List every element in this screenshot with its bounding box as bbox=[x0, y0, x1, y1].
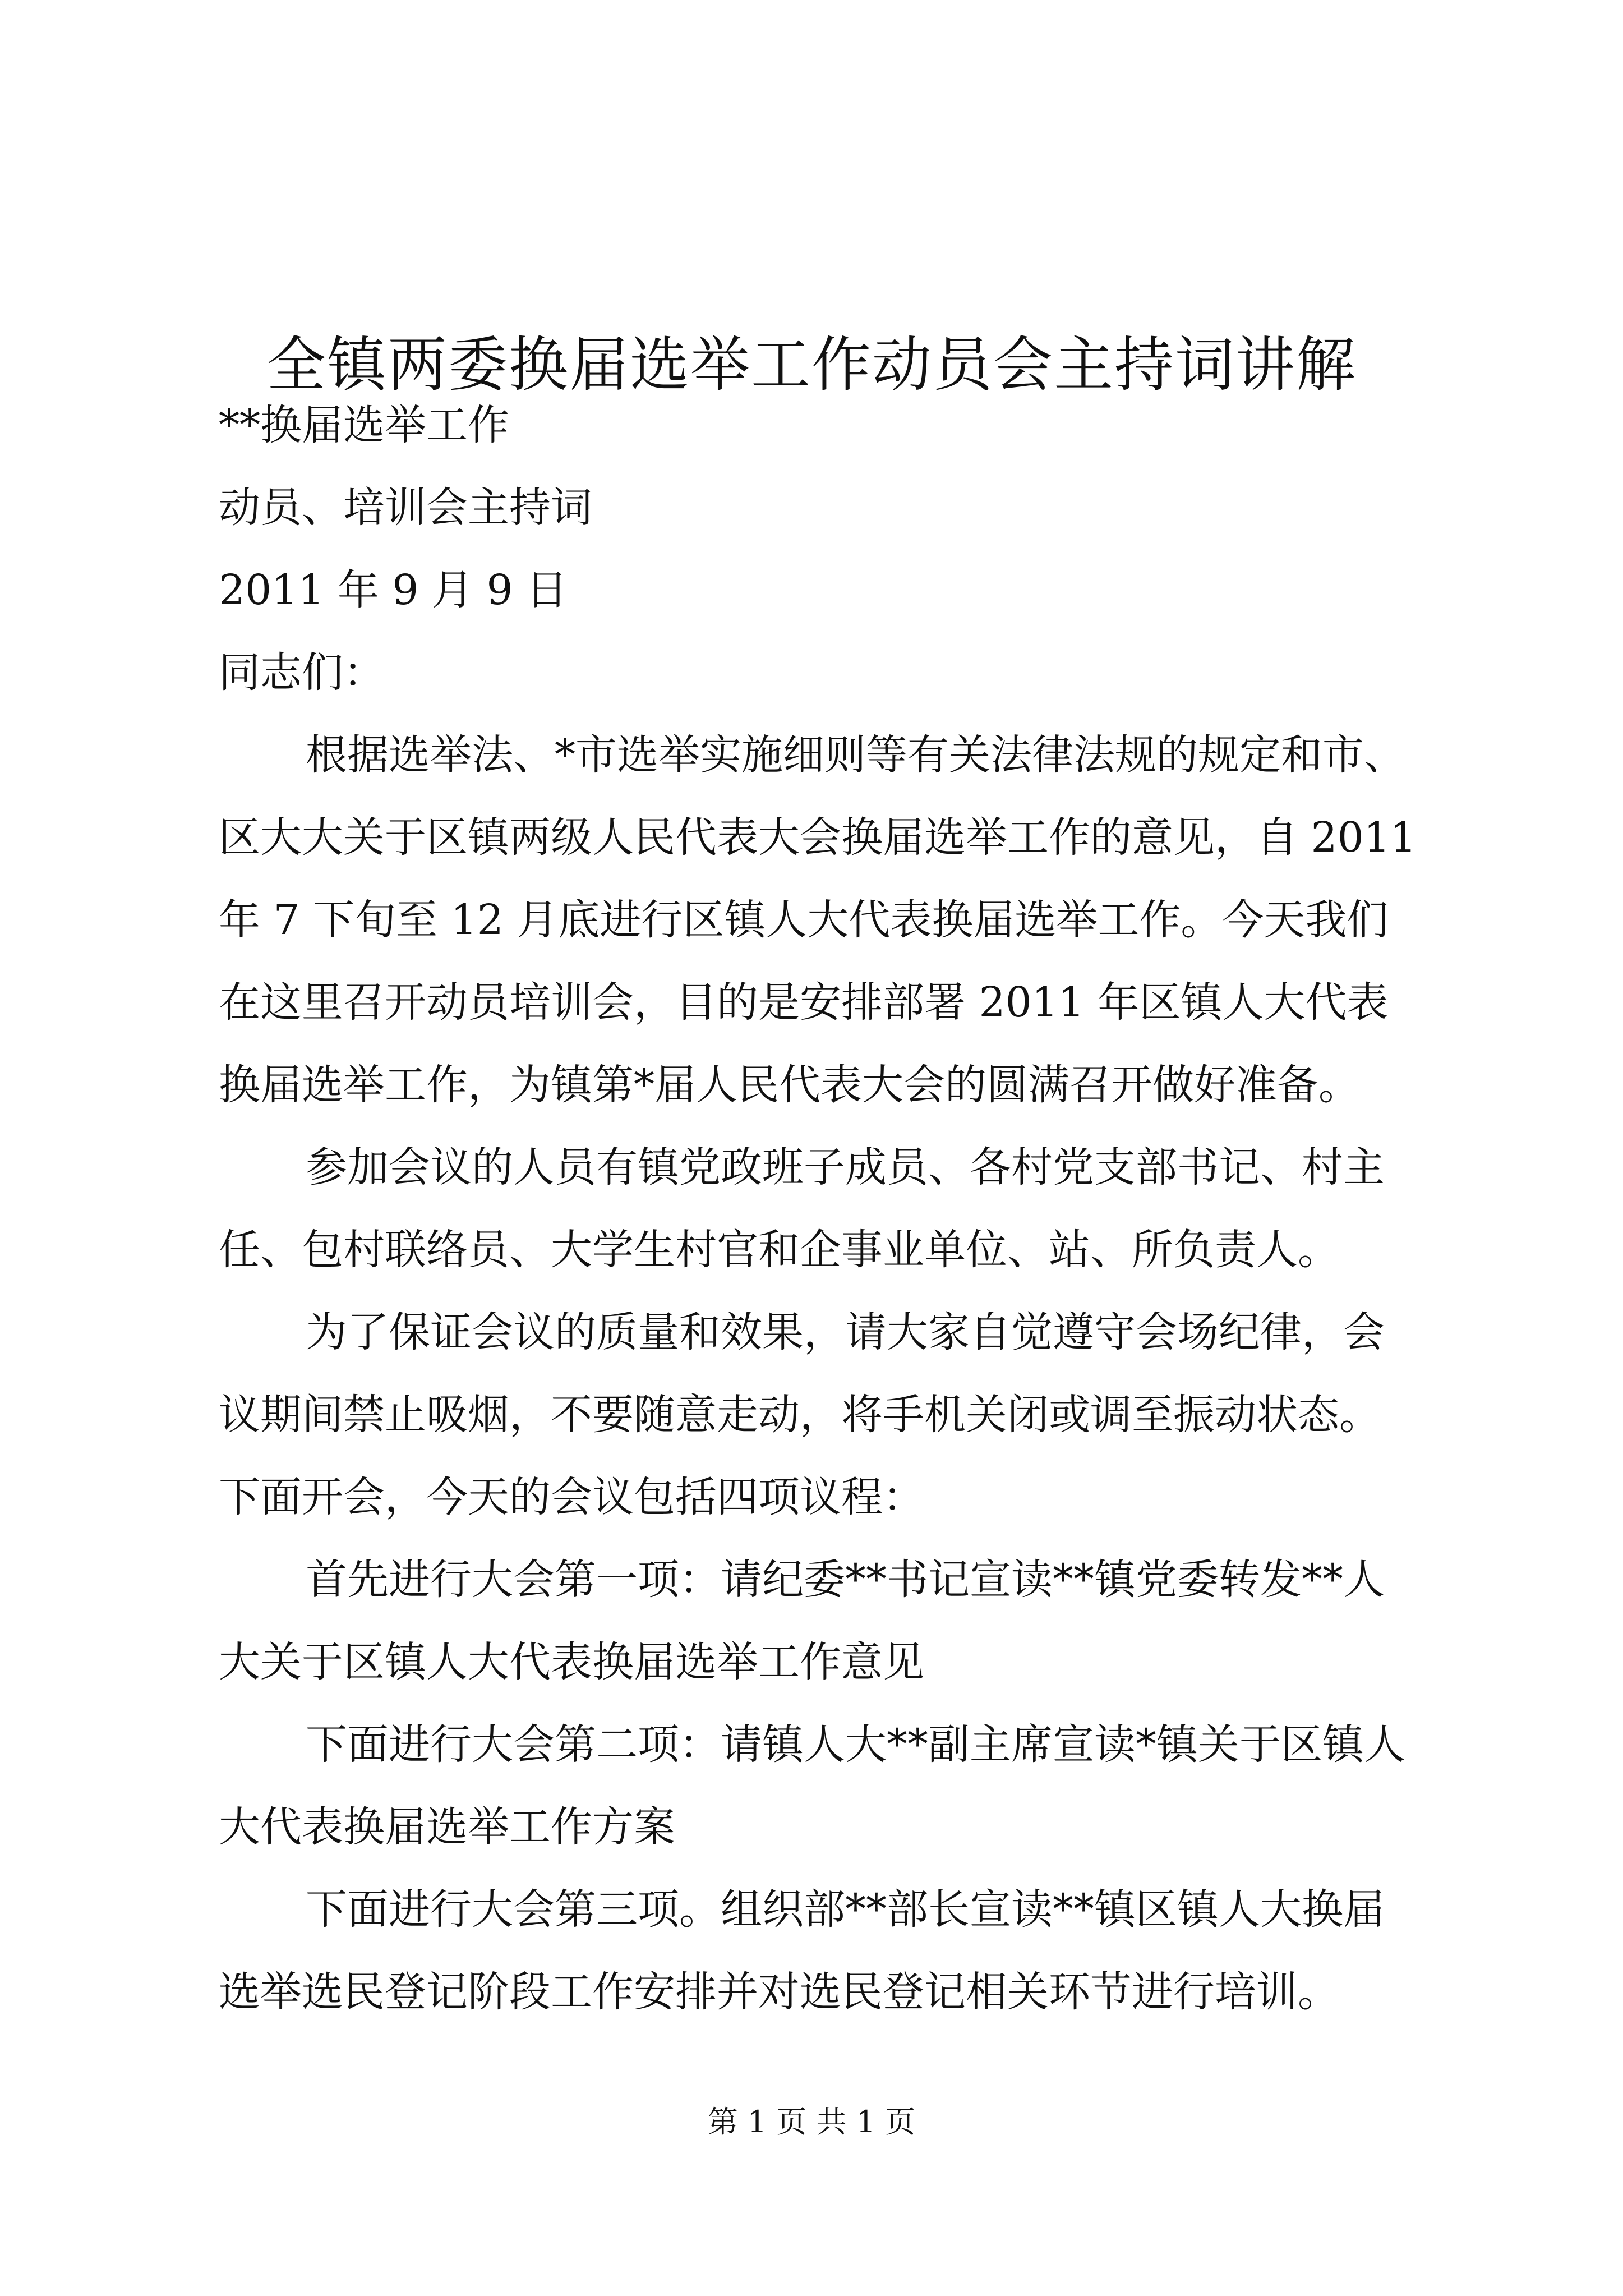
header-line-salutation: 同志们： bbox=[219, 648, 385, 697]
paragraph-agenda-item-3: 下面进行大会第三项。组织部**部长宣读**镇区镇人大换届选举选民登记阶段工作安排并对选民登记相关环节进行培训。 bbox=[219, 1885, 1385, 2016]
page-number-footer: 第 1 页 共 1 页 bbox=[707, 2104, 916, 2139]
header-line-subtitle: 动员、培训会主持词 bbox=[219, 484, 592, 532]
paragraph-introduction: 根据选举法、*市选举实施细则等有关法律法规的规定和市、区大大关于区镇两级人民代表大会换届选举工作的意见，自 2011 年 7 下旬至 12 月底进行区镇人大代表换届选举工作。今天我们在这里召开动员培训会，目的是安排部署 2011 年区镇人大代表换届选举工作，为镇第*届人民代表大会的圆满召开做好准备。 bbox=[219, 731, 1417, 1109]
header-line-topic: **换届选举工作 bbox=[219, 401, 509, 449]
header-line-date: 2011 年 9 月 9 日 bbox=[219, 566, 568, 614]
paragraph-attendees: 参加会议的人员有镇党政班子成员、各村党支部书记、村主任、包村联络员、大学生村官和企事业单位、站、所负责人。 bbox=[219, 1143, 1385, 1274]
document-body bbox=[219, 384, 1419, 2033]
paragraph-agenda-item-2: 下面进行大会第二项：请镇人大**副主席宣读*镇关于区镇人大代表换届选举工作方案 bbox=[219, 1720, 1405, 1851]
paragraph-meeting-rules: 为了保证会议的质量和效果，请大家自觉遵守会场纪律，会议期间禁止吸烟，不要随意走动，将手机关闭或调至振动状态。下面开会，今天的会议包括四项议程： bbox=[219, 1308, 1385, 1521]
document-title: 全镇两委换届选举工作动员会主持词讲解 bbox=[266, 330, 1357, 400]
paragraph-agenda-item-1: 首先进行大会第一项：请纪委**书记宣读**镇党委转发**人大关于区镇人大代表换届选举工作意见 bbox=[219, 1556, 1385, 1686]
